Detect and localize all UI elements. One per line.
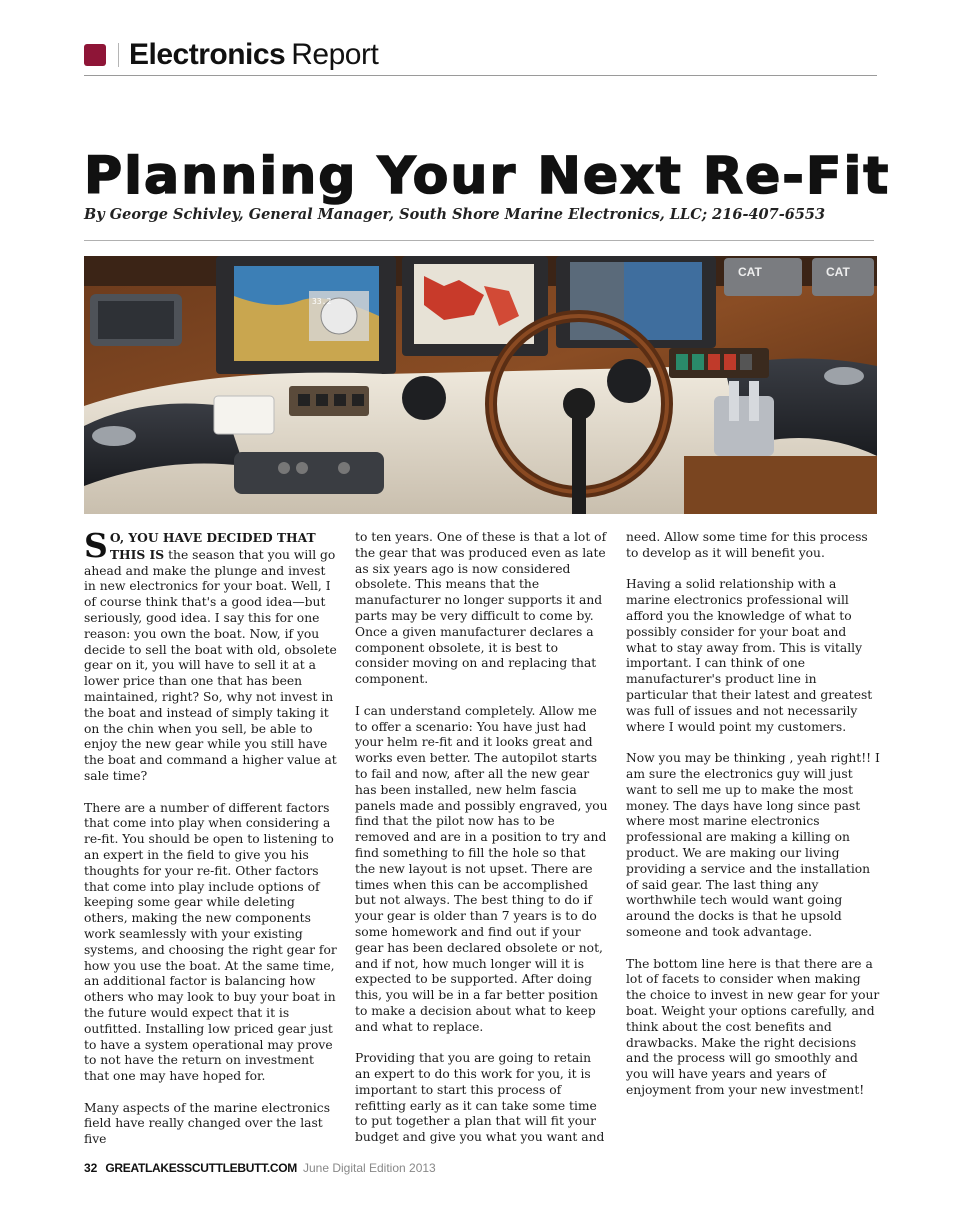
section-title (129, 38, 378, 72)
paragraph: Now you may be thinking , yeah right!! I am sure the electronics guy will just want to sell me up to make the most money. The days have long since past where most marine electronics professional are making a killing on product. We are making our living providing a service and the installation of said gear. The last thing any worthwhile tech would want going around the docks is that he upsold someone and took advantage. (626, 751, 880, 939)
page-footer (84, 1161, 436, 1175)
helm-illustration (84, 256, 877, 514)
section-header (84, 38, 378, 72)
paragraph: The bottom line here is that there are a lot of facets to consider when making the choice to invest in new gear for your boat. Weight your options carefully, and think about the cost benefits and drawbacks. Make the right decisions and the process will go smoothly and you will have years and years of enjoyment from your new investment! (626, 956, 880, 1097)
section-title-light: Report (291, 38, 379, 71)
paragraph: I can understand completely. Allow me to offer a scenario: You have just had your helm re-fit and it looks great and works even better. The autopilot starts to fail and now, after all the new gear has been installed, new helm fascia panels made and possibly engraved, you find that the pilot now has to be removed and are in a position to try and find something to fill the hole so that the new layout is not upset. There are times when this can be accomplished but not always. The best thing to do if your gear is older than 7 years is to do some homework and find out if your gear has been declared obsolete or not, and if not, how much longer will it is expected to be supported. After doing this, you will be in a far better position to make a decision about what to keep and what to replace. (355, 703, 608, 1034)
article-title: Planning Your Next Re-Fit (84, 147, 891, 206)
section-divider (118, 43, 119, 67)
section-marker-icon (84, 44, 106, 66)
paragraph (84, 526, 338, 785)
paragraph: need. Allow some time for this process to develop as it will benefit you. (626, 530, 868, 560)
photo-readout: 33.2 (312, 297, 332, 306)
paragraph-text: the season that you will go ahead and make the plunge and invest in new electronics for your boat. Well, I of course think that's a good idea—but seriously, good idea. I say this for one reason: you own the boat. Now, if you decide to sell the boat with old, obsolete gear on it, you will have to sell it at a lower price than one that has been maintained, right? So, why not invest in the boat and instead of simply taking it on the chin when you sell, be able to enjoy the new gear while you still have the boat and command a higher value at sale time? (84, 547, 337, 783)
article-column-3 (626, 530, 880, 1114)
paragraph: There are a number of different factors that come into play when considering a re-fit. You should be open to listening to an expert in the field to give you his thoughts for your re-fit. Other factors that come into play include options of keeping some gear while deleting others, making the new components work seamlessly with your existing systems, and choosing the right gear for how you use the boat. At the same time, an additional factor is balancing how others who may look to buy your boat in the future would expect that it is outfitted. Installing low priced gear just to have a system operational may prove to not have the return on investment that one may have hoped for. (84, 800, 337, 1084)
photo-badge-1: CAT (738, 265, 762, 279)
paragraph: Providing that you are going to retain an expert to do this work for you, it is important to start this process of refitting early as it can take some time to put together a plan that will fit your budget and give you what you want and (355, 1051, 605, 1145)
edition-label: June Digital Edition 2013 (302, 1161, 436, 1175)
article-byline: By George Schivley, General Manager, South Shore Marine Electronics, LLC; 216-407-6553 (84, 206, 826, 223)
site-url: GREATLAKESSCUTTLEBUTT.COM (105, 1161, 297, 1175)
paragraph: to ten years. One of these is that a lot of the gear that was produced even as late as six years ago is now considered obsolete. This means that the manufacturer no longer supports it and parts may be very difficult to come by. Once a given manufacturer declares a component obsolete, it is best to consider moving on and replacing that component. (355, 530, 607, 687)
paragraph: Many aspects of the marine electronics field have really changed over the last five (84, 1100, 331, 1147)
header-rule (84, 75, 877, 76)
byline-rule (84, 240, 874, 241)
section-title-bold: Electronics (129, 38, 286, 71)
article-column-1 (84, 526, 338, 1164)
paragraph: Having a solid relationship with a marine electronics professional will afford you the knowledge of what to possibly consider for your boat and what to stay away from. This is vitally important. I can think of one manufacturer's product line in particular that their latest and greatest was full of issues and not necessarily where I would point my customers. (626, 577, 873, 734)
article-column-2 (355, 530, 609, 1162)
drop-cap: S (84, 526, 108, 565)
lead-in: O, YOU HAVE DECIDED THAT THIS IS (109, 530, 316, 562)
page-number: 32 (84, 1161, 98, 1175)
helm-photo (84, 256, 877, 514)
photo-badge-2: CAT (826, 265, 850, 279)
